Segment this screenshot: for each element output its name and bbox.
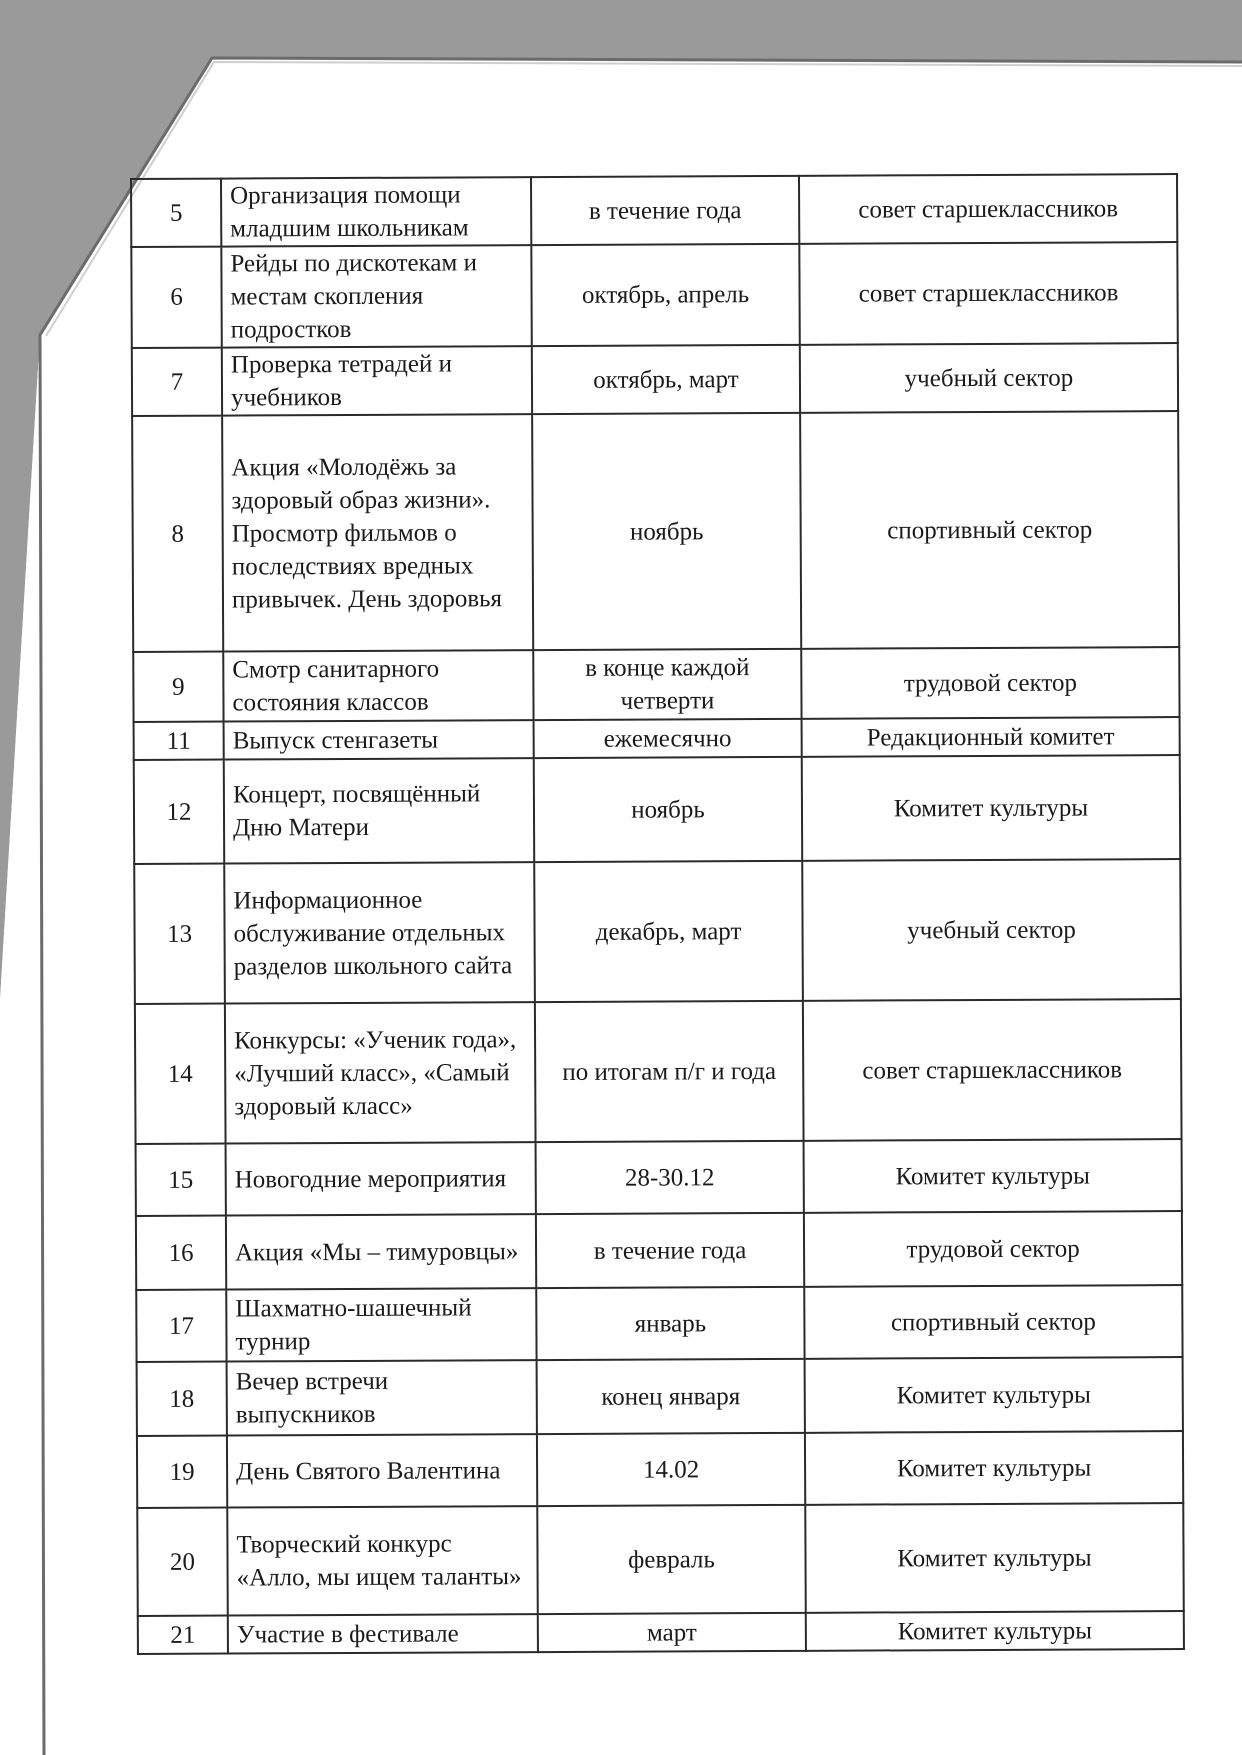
responsible-cell: трудовой сектор [801,647,1179,719]
table-row [135,999,1182,1144]
event-cell: Шахматно-шашечный турнир [226,1288,536,1361]
responsible-cell: учебный сектор [800,343,1178,413]
row-number: 21 [138,1616,228,1654]
table-row [137,1357,1183,1436]
table-row [136,1211,1182,1290]
event-cell: Новогодние мероприятия [226,1142,536,1215]
time-cell: ежемесячно [534,719,802,758]
row-number: 13 [134,864,225,1004]
time-cell: ноябрь [532,413,801,650]
time-cell: февраль [537,1505,806,1614]
table-row [134,755,1180,864]
table-row [134,859,1181,1004]
event-cell: Рейды по дискотекам и местам скопления подростков [221,245,531,347]
responsible-cell: Комитет культуры [805,1431,1183,1505]
responsible-cell: совет старшеклассников [803,999,1182,1141]
responsible-cell: трудовой сектор [804,1211,1182,1287]
row-number: 20 [137,1508,228,1616]
time-cell: в течение года [531,176,799,245]
activity-plan-table [130,173,1185,1655]
time-cell: 28-30.12 [536,1141,804,1214]
event-cell: Информационное обслуживание отдельных разделов школьного сайта [224,862,535,1003]
row-number: 14 [135,1004,226,1144]
row-number: 5 [131,179,221,247]
time-cell: в течение года [536,1213,804,1288]
event-cell: Акция «Мы – тимуровцы» [226,1214,536,1289]
responsible-cell: спортивный сектор [800,411,1179,649]
row-number: 9 [133,652,223,722]
event-cell: Акция «Молодёжь за здоровый образ жизни». Просмотр фильмов о последствиях вредных привычек. День здоровья [222,414,533,651]
event-cell: Вечер встречи выпускников [227,1360,537,1435]
responsible-cell: учебный сектор [802,859,1181,1001]
table-row [131,242,1177,348]
responsible-cell: Комитет культуры [806,1611,1184,1651]
time-cell: по итогам п/г и года [535,1001,804,1142]
row-number: 17 [136,1290,226,1362]
time-cell: декабрь, март [534,861,803,1002]
time-cell: октябрь, апрель [531,244,799,346]
responsible-cell: Комитет культуры [802,755,1180,861]
responsible-cell: Комитет культуры [805,1357,1183,1433]
row-number: 18 [137,1362,227,1436]
time-cell: конец января [537,1359,805,1434]
table-row [133,647,1179,722]
event-cell: Организация помощи младшим школьникам [221,177,531,246]
event-cell: День Святого Валентина [227,1434,537,1507]
table-row [132,343,1178,416]
table-row [137,1503,1183,1616]
row-number: 6 [131,247,221,348]
table-row [132,411,1179,652]
event-cell: Проверка тетрадей и учебников [222,346,532,415]
row-number: 7 [132,348,222,416]
responsible-cell: совет старшеклассников [799,174,1177,244]
table-row [131,174,1177,247]
row-number: 15 [136,1144,226,1216]
table-row [134,717,1180,760]
event-cell: Выпуск стенгазеты [224,720,534,759]
time-cell: январь [536,1287,804,1360]
time-cell: 14.02 [537,1433,805,1506]
time-cell: март [538,1613,806,1652]
row-number: 8 [132,416,223,652]
row-number: 11 [134,722,224,760]
event-cell: Смотр санитарного состояния классов [223,650,533,721]
time-cell: в конце каждой четверти [533,649,801,720]
table-row [137,1431,1183,1508]
event-cell: Конкурсы: «Ученик года», «Лучший класс», «Самый здоровый класс» [225,1002,536,1143]
row-number: 12 [134,760,224,864]
event-cell: Концерт, посвящённый Дню Матери [224,758,534,863]
event-cell: Творческий конкурс «Алло, мы ищем таланты» [227,1506,538,1615]
row-number: 19 [137,1436,227,1508]
table-row [136,1285,1182,1362]
event-cell: Участие в фестивале [228,1614,538,1653]
table-row [138,1611,1184,1654]
row-number: 16 [136,1216,226,1290]
responsible-cell: спортивный сектор [804,1285,1182,1359]
responsible-cell: Комитет культуры [805,1503,1184,1613]
responsible-cell: совет старшеклассников [799,242,1177,345]
time-cell: октябрь, март [532,345,800,414]
time-cell: ноябрь [534,757,802,862]
responsible-cell: Комитет культуры [804,1139,1182,1213]
table-row [136,1139,1182,1216]
responsible-cell: Редакционный комитет [802,717,1180,757]
